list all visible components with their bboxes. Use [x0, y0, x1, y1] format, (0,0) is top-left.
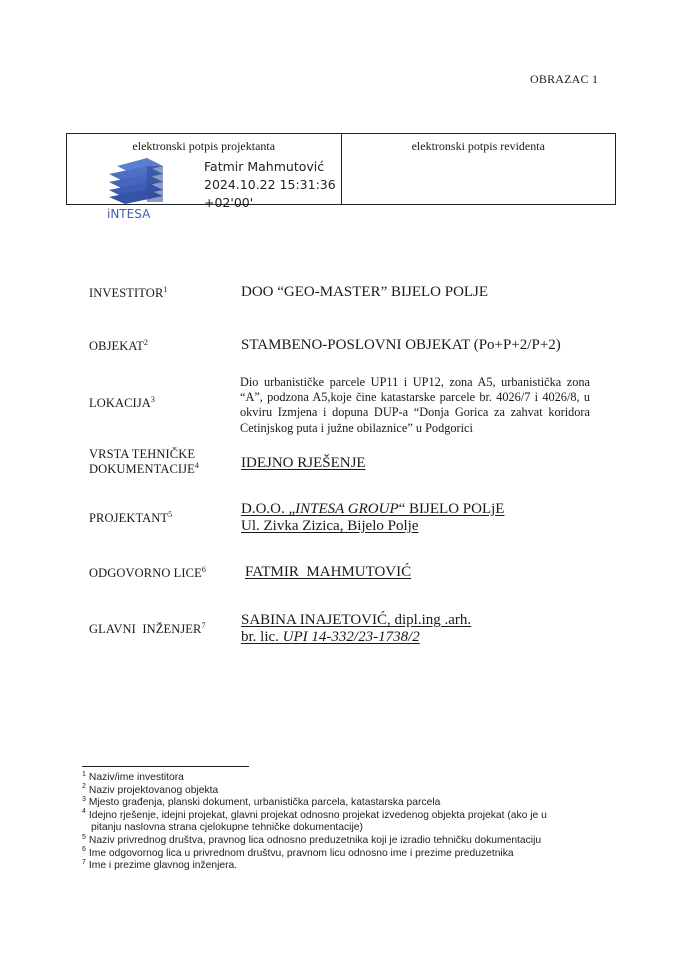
footnote-7: $^7$ Ime i prezime glavnog inženjera.	[82, 858, 238, 872]
sign-datetime: 2024.10.22 15:31:36	[204, 177, 336, 192]
field-investitor: INVESTITOR$^1$ DOO “GEO-MASTER” BIJELO POLJE	[89, 284, 489, 300]
projektant-label: PROJEKTANT	[89, 511, 169, 525]
form-label: OBRAZAC 1	[530, 72, 599, 86]
objekat-value: STAMBENO-POSLOVNI OBJEKAT (Po+P+2/P+2)	[241, 337, 561, 353]
field-objekat: OBJEKAT$^2$ STAMBENO-POSLOVNI OBJEKAT (Po+P+2/P+2)	[89, 337, 561, 353]
field-glavni-inzenjer: GLAVNI INŽENJER$^7$ SABINA INAJETOVIĆ, dipl.ing .arh. br. lic. UPI 14-332/23-1738/2	[89, 612, 472, 645]
vrsta-label-line1: VRSTA TEHNIČKE	[89, 447, 196, 461]
field-projektant: PROJEKTANT$^5$ D.O.O. „INTESA GROUP“ BIJELO POLjE Ul. Zivka Zizica, Bijelo Polje	[89, 501, 505, 534]
field-odgovorno-lice: ODGOVORNO LICE$^6$ FATMIR MAHMUTOVIĆ	[89, 564, 412, 580]
projektant-value-line2: Ul. Zivka Zizica, Bijelo Polje	[241, 518, 419, 534]
footnote-3: $^3$ Mjesto građenja, planski dokument, urbanistička parcela, katastarska parcela	[82, 795, 441, 809]
logo-text: iNTESA	[107, 207, 151, 221]
footnote-4: $^4$ Idejno rješenje, idejni projekat, glavni projekat odnosno projekat izvedenog objekta projekat (ako je u pitanju naslovna strana cjelokupne tehničke dokumentacije)	[82, 808, 547, 834]
field-lokacija: LOKACIJA$^3$	[89, 394, 156, 410]
digital-signature-text	[204, 158, 336, 212]
field-vrsta-dokumentacije: VRSTA TEHNIČKE DOKUMENTACIJE$^4$ IDEJNO RJEŠENJE	[89, 447, 366, 476]
designer-signature-cell	[67, 134, 342, 221]
investitor-value: DOO “GEO-MASTER” BIJELO POLJE	[241, 284, 489, 300]
designer-signature-header: elektronski potpis projektanta	[132, 139, 276, 153]
signature-table	[66, 133, 616, 221]
glavni-inzenjer-value-line2: br. lic. UPI 14-332/23-1738/2	[241, 629, 420, 645]
projektant-value-line1: D.O.O. „INTESA GROUP“ BIJELO POLjE	[241, 501, 505, 517]
glavni-inzenjer-label: GLAVNI INŽENJER	[89, 622, 202, 636]
lokacija-label: LOKACIJA	[89, 396, 151, 410]
vrsta-label-line2: DOKUMENTACIJE	[89, 462, 195, 476]
glavni-inzenjer-value-line1: SABINA INAJETOVIĆ, dipl.ing .arh.	[241, 612, 472, 628]
footnote-divider	[82, 766, 249, 767]
sign-timezone: +02'00'	[204, 195, 254, 210]
footnote-1: $^1$ Naziv/ime investitora	[82, 770, 184, 783]
lokacija-value: Dio urbanističke parcele UP11 i UP12, zona A5, urbanistička zona “A”, podzona A5,koje čine katastarske parcele br. 4026/7 i 4026/8, u okviru Izmjena i dopuna DUP-a “Donja Gorica za zahvat koridora Cetinjskog puta i južne obilaznice” u Podgorici	[240, 375, 590, 435]
intesa-logo-icon	[103, 156, 169, 222]
odgovorno-lice-label: ODGOVORNO LICE	[89, 566, 202, 580]
reviewer-signature-cell	[342, 134, 616, 204]
investitor-label: INVESTITOR	[89, 286, 164, 300]
reviewer-signature-header: elektronski potpis revidenta	[411, 139, 545, 153]
footnote-5: $^5$ Naziv privrednog društva, pravnog lica odnosno preduzetnika koji je izradio tehničku dokumentaciju	[82, 833, 542, 846]
vrsta-value: IDEJNO RJEŠENJE	[241, 455, 366, 471]
signer-name: Fatmir Mahmutović	[204, 159, 325, 174]
footnote-2: $^2$ Naziv projektovanog objekta	[82, 783, 219, 796]
odgovorno-lice-value: FATMIR MAHMUTOVIĆ	[245, 564, 412, 580]
footnote-6: $^6$ Ime odgovornog lica u privrednom društvu, pravnom licu odnosno ime i prezime preduzetnika	[82, 846, 514, 859]
objekat-label: OBJEKAT	[89, 339, 144, 353]
footnotes	[82, 772, 547, 873]
